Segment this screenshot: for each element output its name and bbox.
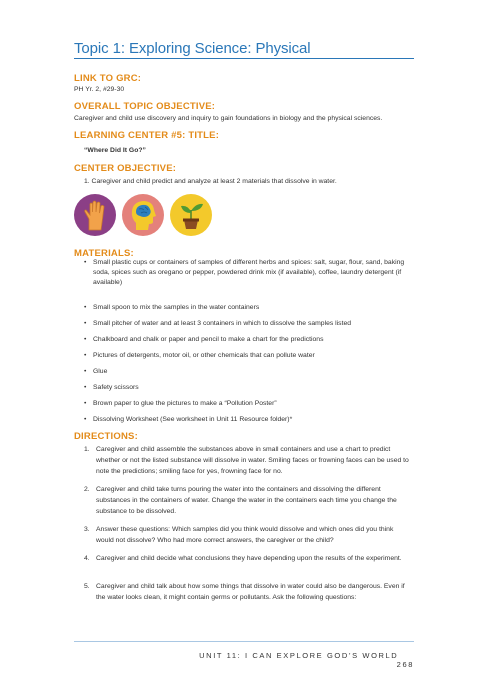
- hand-icon: [74, 194, 116, 236]
- footer-divider: [74, 641, 414, 642]
- directions-heading: DIRECTIONS:: [74, 431, 138, 442]
- center-objective-text: 1. Caregiver and child predict and analyze at least 2 materials that dissolve in water.: [84, 178, 337, 185]
- title-divider: [74, 58, 414, 59]
- list-item: • Pictures of detergents, motor oil, or other chemicals that can pollute water: [84, 352, 315, 359]
- list-item: 3. Answer these questions: Which samples did you think would dissolve and which ones did you think would not dissolve? Who had more correct answers, the caregiver or the child?: [84, 526, 394, 544]
- list-item: 5. Caregiver and child talk about how some things that dissolve in water could also be dangerous. Even if the water looks clean, it might contain germs or pollutants. Ask the following questions:: [84, 583, 405, 601]
- list-item: • Small plastic cups or containers of samples of different herbs and spices: salt, sugar, flour, sand, baking soda, spices such as oregano or pepper, powdered drink mix (if available), coffee, laundry detergent (if available): [84, 259, 405, 287]
- brain-head-icon: [122, 194, 164, 236]
- page-number: 268: [396, 660, 414, 669]
- list-item: • Dissolving Worksheet (See worksheet in Unit 11 Resource folder)*: [84, 416, 293, 423]
- list-item: • Glue: [84, 368, 108, 375]
- list-item: 2. Caregiver and child take turns pouring the water into the containers and dissolving the different substances in the containers of water. Change the water in the containers each time you change the substance to be dissolved.: [84, 486, 397, 515]
- materials-heading: MATERIALS:: [74, 248, 134, 259]
- list-item: • Small pitcher of water and at least 3 containers in which to dissolve the samples listed: [84, 320, 352, 327]
- footer-text: UNIT 11: I CAN EXPLORE GOD’S WORLD: [199, 651, 399, 660]
- center-title-text: “Where Did It Go?”: [84, 147, 146, 154]
- center-objective-heading: CENTER OBJECTIVE:: [74, 163, 177, 174]
- link-heading: LINK TO GRC:: [74, 73, 142, 84]
- objective-heading: OVERALL TOPIC OBJECTIVE:: [74, 101, 216, 112]
- objective-text: Caregiver and child use discovery and inquiry to gain foundations in biology and the physical sciences.: [74, 115, 383, 122]
- list-item: • Safety scissors: [84, 384, 139, 391]
- list-item: • Chalkboard and chalk or paper and pencil to make a chart for the predictions: [84, 336, 324, 343]
- list-item: • Small spoon to mix the samples in the water containers: [84, 304, 260, 311]
- list-item: 4. Caregiver and child decide what conclusions they have depending upon the results of the experiment.: [84, 555, 402, 562]
- page-footer: [180, 651, 414, 669]
- center-title-heading: LEARNING CENTER #5: TITLE:: [74, 130, 220, 141]
- list-item: • Brown paper to glue the pictures to make a “Pollution Poster”: [84, 400, 277, 407]
- plant-icon: [170, 194, 212, 236]
- list-item: 1. Caregiver and child assemble the substances above in small containers and use a chart to predict whether or not the listed substance will dissolve in water. Smiling faces or frowning faces can be used to note the predictions; smiling face for yes, frowning face for no.: [84, 446, 409, 475]
- link-text: PH Yr. 2, #29-30: [74, 86, 125, 93]
- page-title: Topic 1: Exploring Science: Physical: [74, 40, 311, 57]
